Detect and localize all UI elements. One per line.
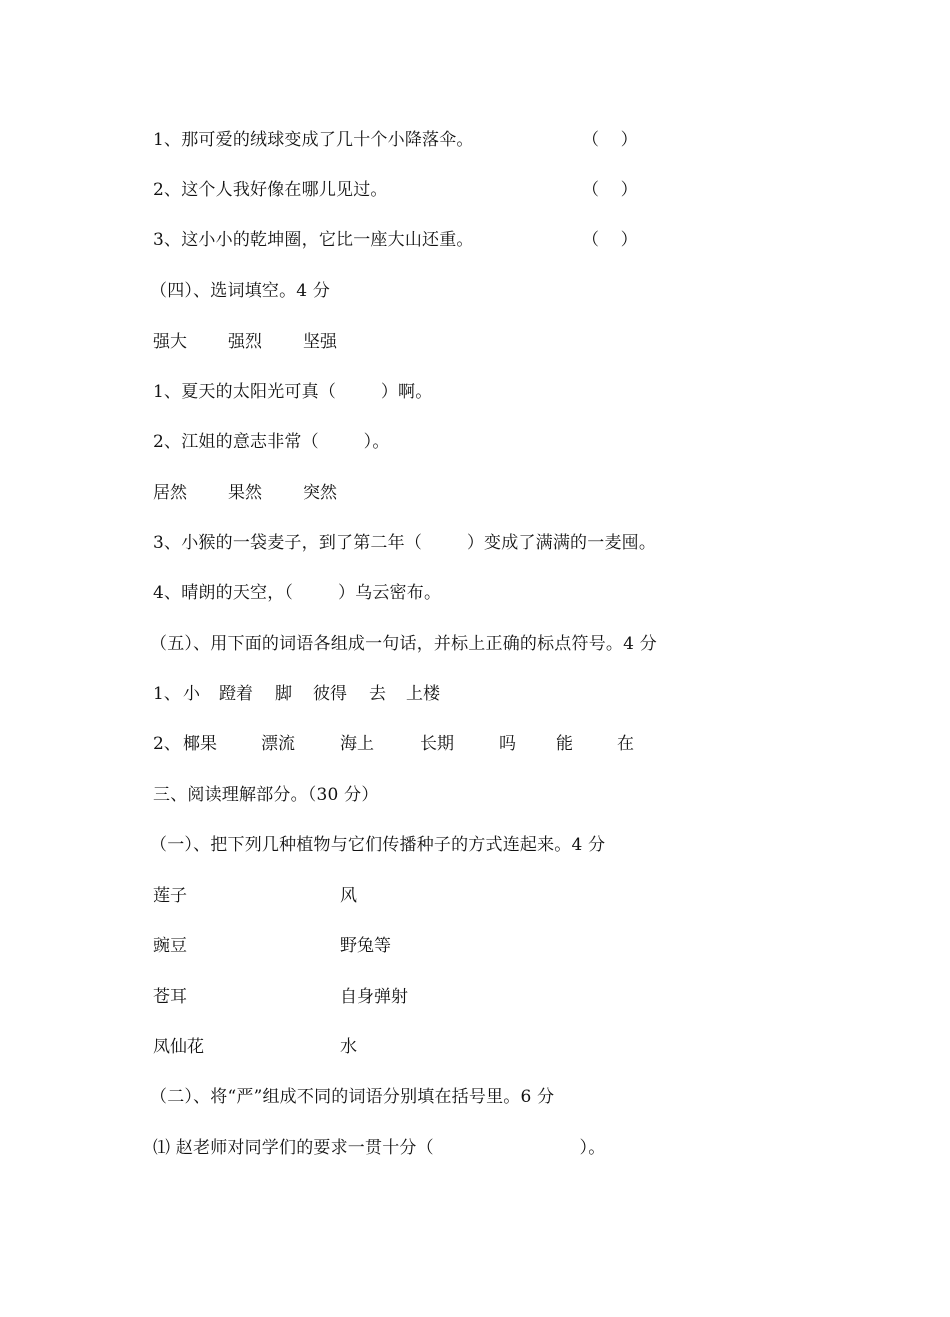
word-item: 在 — [617, 734, 634, 754]
judgement-item-2: 2、这个人我好像在哪儿见过。 — [153, 180, 388, 200]
row-number: 2、 — [153, 734, 181, 754]
method-label: 水 — [340, 1037, 357, 1057]
judgement-answer-3: （ ） — [582, 230, 638, 250]
word-item: 上楼 — [406, 684, 440, 704]
plant-label: 凤仙花 — [153, 1037, 204, 1057]
reading1-title: （一）、把下列几种植物与它们传播种子的方式连起来。4 分 — [150, 835, 606, 855]
word-item: 蹬着 — [219, 684, 253, 704]
word-item: 椰果 — [183, 734, 217, 754]
word-item: 海上 — [340, 734, 374, 754]
method-label: 风 — [340, 886, 357, 906]
word-choice: 突然 — [303, 483, 337, 503]
section5-title: （五）、用下面的词语各组成一句话，并标上正确的标点符号。4 分 — [150, 634, 657, 654]
part3-title: 三、阅读理解部分。（30 分） — [153, 785, 379, 805]
method-label: 自身弹射 — [340, 987, 408, 1007]
fill-item-4: 4、晴朗的天空，（ ）乌云密布。 — [153, 583, 442, 603]
word-choice: 居然 — [153, 483, 187, 503]
fill-item-3: 3、小猴的一袋麦子，到了第二年（ ）变成了满满的一麦囤。 — [153, 533, 657, 553]
plant-label: 苍耳 — [153, 987, 187, 1007]
word-item: 吗 — [499, 734, 516, 754]
word-choice: 强大 — [153, 332, 187, 352]
judgement-item-1: 1、那可爱的绒球变成了几十个小降落伞。 — [153, 130, 474, 150]
word-item: 漂流 — [261, 734, 295, 754]
word-choice: 果然 — [228, 483, 262, 503]
word-item: 能 — [556, 734, 573, 754]
fill-item-1: 1、夏天的太阳光可真（ ）啊。 — [153, 382, 433, 402]
plant-label: 莲子 — [153, 886, 187, 906]
judgement-answer-1: （ ） — [582, 130, 638, 150]
row-number: 1、 — [153, 684, 181, 704]
method-label: 野兔等 — [340, 936, 391, 956]
word-item: 去 — [369, 684, 386, 704]
reading2-item-1: ⑴ 赵老师对同学们的要求一贯十分（ ）。 — [153, 1138, 606, 1158]
word-item: 脚 — [275, 684, 292, 704]
judgement-answer-2: （ ） — [582, 180, 638, 200]
word-choice: 坚强 — [303, 332, 337, 352]
judgement-item-3: 3、这小小的乾坤圈，它比一座大山还重。 — [153, 230, 474, 250]
word-item: 长期 — [420, 734, 454, 754]
section4-title: （四）、选词填空。4 分 — [150, 281, 331, 301]
word-item: 小 — [183, 684, 200, 704]
plant-label: 豌豆 — [153, 936, 187, 956]
word-item: 彼得 — [313, 684, 347, 704]
word-choice: 强烈 — [228, 332, 262, 352]
fill-item-2: 2、江姐的意志非常（ ）。 — [153, 432, 390, 452]
reading2-title: （二）、将“严”组成不同的词语分别填在括号里。6 分 — [150, 1087, 555, 1107]
